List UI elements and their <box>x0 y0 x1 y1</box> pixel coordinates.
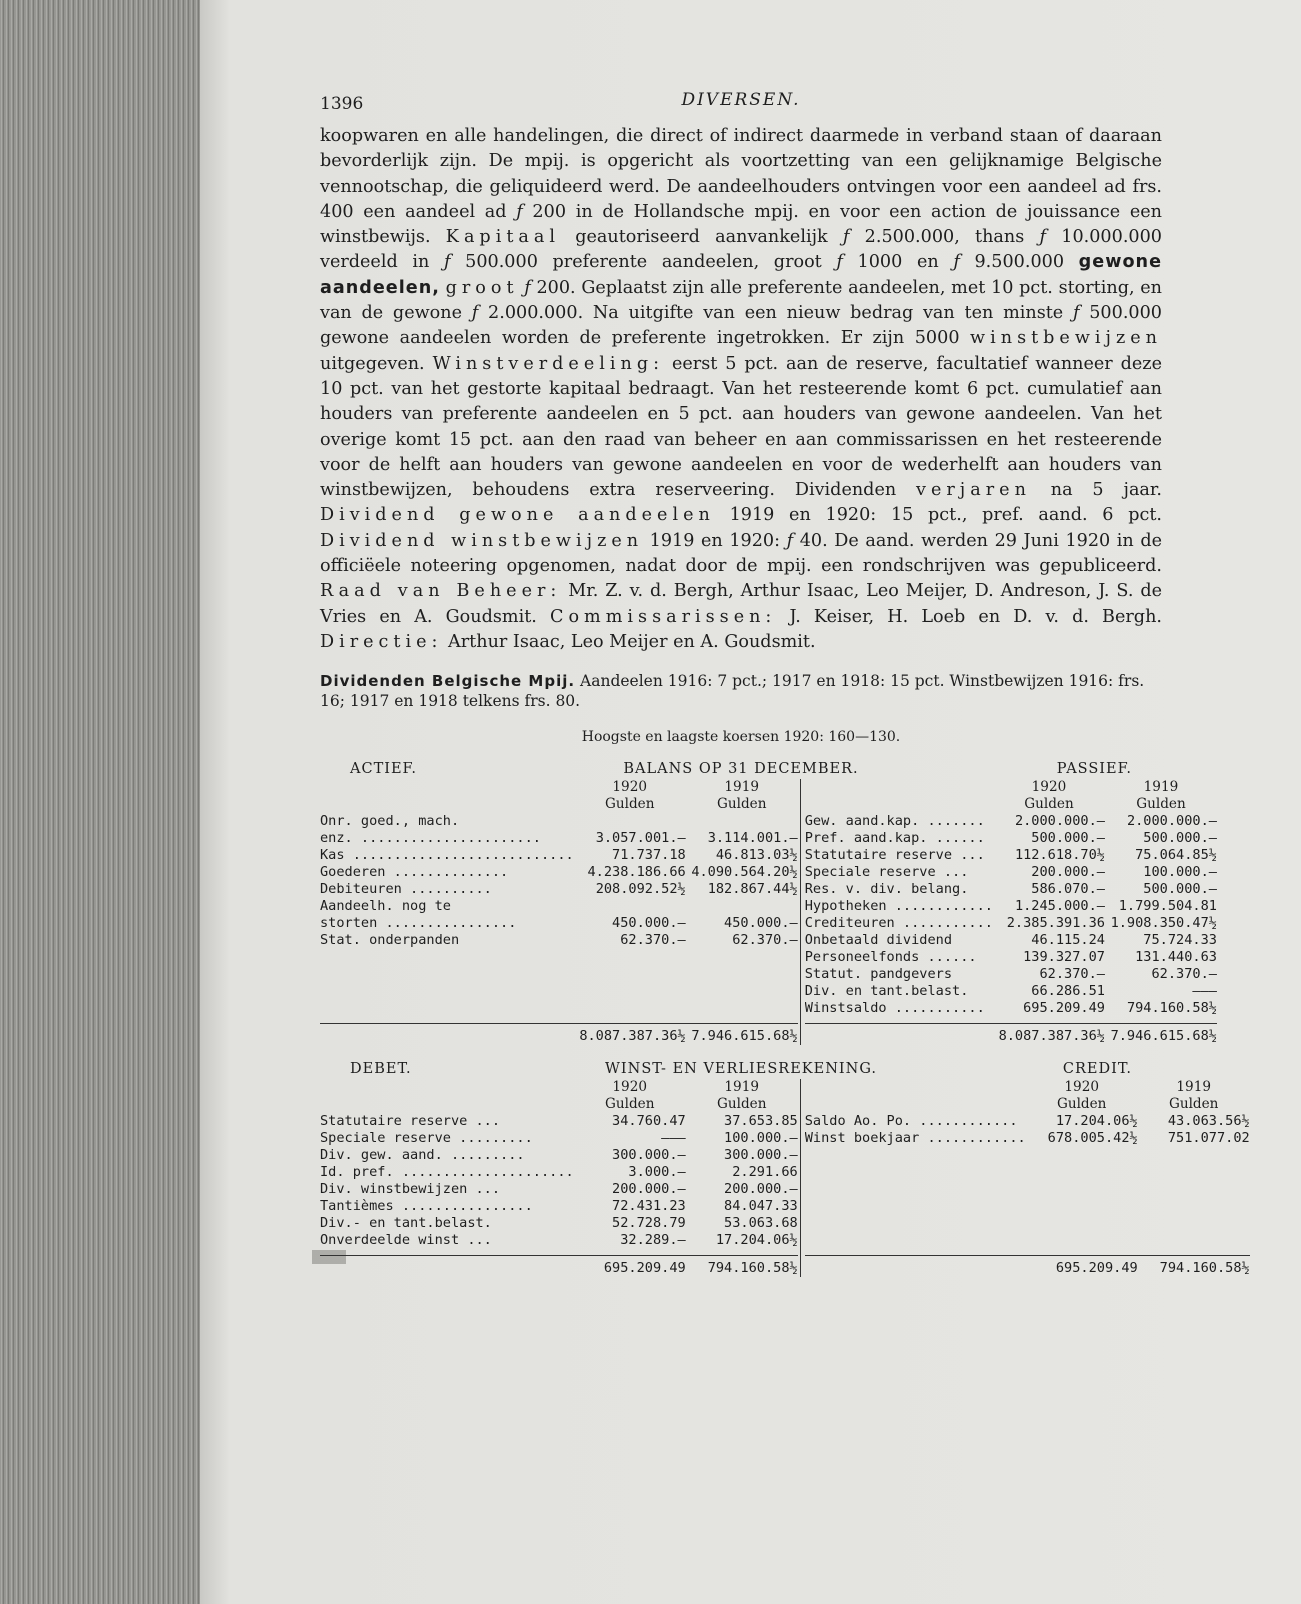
florin-sign: ƒ <box>842 227 850 248</box>
ledger-value-1920: 200.000.— <box>1031 864 1105 881</box>
ledger-value-1920: 17.204.06½ <box>1055 1113 1138 1130</box>
spaced-term: Dividend gewone aandeelen <box>320 505 715 526</box>
ledger-label: Pref. aand.kap. ...... <box>804 830 985 847</box>
unit-label: Gulden <box>1136 796 1186 813</box>
ledger-value-1920: 500.000.— <box>1031 830 1105 847</box>
spaced-term: winstbewijzen <box>970 328 1162 349</box>
ledger-label: Aandeelh. nog te <box>320 898 451 915</box>
ledger-value-1920: 52.728.79 <box>612 1215 686 1232</box>
pl-table <box>320 1079 1250 1277</box>
text-segment: koopwaren en alle handelingen, die direct of indirect daarmede in verband staan of daaraan bevorderlijk zijn. De mpij. is opgericht als voortzetting van een gelijknamige Belgische vennootschap, die geliquideerd werd. De aandeelhouders ontvingen voor een aandeel ad frs. 400 een aandeel ad <box>320 126 1162 222</box>
ledger-value-1920: 3.057.001.— <box>595 830 686 847</box>
total-row <box>805 1255 1250 1277</box>
balance-left-title: ACTIEF. <box>350 761 417 778</box>
ledger-row <box>320 847 798 864</box>
ledger-value-1920: 300.000.— <box>612 1147 686 1164</box>
ledger-label: Statutaire reserve ... <box>804 847 985 864</box>
year-1919: 1919 <box>1143 779 1179 796</box>
ledger-value-1920: 678.005.42½ <box>1047 1130 1138 1147</box>
ledger-value-1919: 17.204.06½ <box>715 1232 798 1249</box>
pl-right-title: CREDIT. <box>1062 1061 1132 1078</box>
ledger-value-1919: 3.114.001.— <box>707 830 798 847</box>
text-segment: 500.000 gewone aandeelen worden de preferente ingetrokken. Er zijn 5000 <box>320 303 1162 349</box>
text-segment: eerst 5 pct. aan de reserve, facultatief wanneer deze 10 pct. van het gestorte kapitaal bedraagt. Van het resteerende komt 6 pct. cumulatief aan houders van preferente aandeelen en 5 pct. aan houders van gewone aandeelen. Van het overige komt 15 pct. aan den raad van beheer en aan commissarissen en het resteerende voor de helft aan houders van gewone aandeelen en voor de wederhelft aan houders van winstbewijzen, behoudens extra reserveering. Dividenden <box>320 353 1162 501</box>
ledger-label: Div. en tant.belast. <box>804 983 969 1000</box>
ledger-row <box>805 983 1217 1000</box>
spacer <box>805 1096 1026 1113</box>
belgian-dividends-text: Aandeelen 1916: 7 pct.; 1917 en 1918: 15 pct. Winstbewijzen 1916: frs. 16; 1917 en 1918 telkens frs. 80. <box>320 672 1145 711</box>
florin-sign: ƒ <box>786 530 794 551</box>
balance-sheet <box>320 761 1217 1045</box>
year-header-row <box>320 779 798 796</box>
spacer <box>320 1028 574 1045</box>
left-column <box>320 779 801 1045</box>
company-description <box>320 124 1162 655</box>
text-segment: 1919 en 1920: 15 pct., pref. aand. 6 pct. <box>714 505 1162 526</box>
ledger-label: Winst boekjaar ............ <box>804 1130 1026 1147</box>
ledger-value-1919: 794.160.58½ <box>1126 1000 1217 1017</box>
ledger-value-1920: 32.289.— <box>620 1232 686 1249</box>
empty-row <box>320 983 798 1000</box>
ledger-value-1920: 4.238.186.66 <box>587 864 686 881</box>
ledger-label: Personeelfonds ...... <box>804 949 977 966</box>
unit-label: Gulden <box>1168 1096 1219 1113</box>
ledger-value-1919: 2.291.66 <box>732 1164 798 1181</box>
ledger-value-1920: 586.070.— <box>1031 881 1105 898</box>
ledger-row <box>805 898 1217 915</box>
belgian-dividends-heading: Dividenden Belgische Mpij. <box>320 672 576 691</box>
ledger-label: Goederen .............. <box>320 864 509 881</box>
year-1920: 1920 <box>1064 1079 1099 1096</box>
ledger-label: Id. pref. ..................... <box>320 1164 574 1181</box>
ledger-value-1920: 62.370.— <box>620 932 686 949</box>
ledger-value-1920: 46.115.24 <box>1031 932 1105 949</box>
florin-sign: ƒ <box>836 252 843 273</box>
ledger-row <box>320 1232 798 1249</box>
year-1919: 1919 <box>724 1079 760 1096</box>
ledger-row <box>320 1113 798 1130</box>
ledger-value-1920: 2.385.391.36 <box>1006 915 1105 932</box>
ledger-value-1919: 1.799.504.81 <box>1118 898 1217 915</box>
balance-table <box>320 779 1217 1045</box>
ledger-label: Onr. goed., mach. <box>320 813 460 830</box>
ledger-value-1920: 34.760.47 <box>612 1113 686 1130</box>
ledger-value-1920: 72.431.23 <box>612 1198 686 1215</box>
ledger-value-1919: 62.370.— <box>732 932 798 949</box>
spaced-term: verjaren <box>916 480 1031 501</box>
text-segment: 40. De aand. werden 29 Juni 1920 in de officiëele noteering opgenomen, nadat door de mpij. een rondschrijven was gepubliceerd. <box>320 530 1162 577</box>
year-1919: 1919 <box>724 779 760 796</box>
ledger-value-1919: 450.000.— <box>724 915 798 932</box>
ledger-value-1919: 200.000.— <box>724 1181 798 1198</box>
spacer <box>805 1028 993 1045</box>
total-1919: 7.946.615.68½ <box>691 1028 798 1045</box>
empty-row <box>320 966 798 983</box>
text-segment: Arthur Isaac, Leo Meijer en A. Goudsmit. <box>442 631 816 652</box>
ledger-value-1920: ——— <box>661 1130 686 1147</box>
ledger-row <box>320 898 798 915</box>
ledger-row <box>805 1113 1250 1130</box>
ledger-value-1919: 751.077.02 <box>1167 1130 1250 1147</box>
unit-label: Gulden <box>716 1096 767 1113</box>
ledger-row <box>320 1198 798 1215</box>
spaced-term: Dividend winstbewijzen <box>320 530 644 551</box>
unit-header-row <box>805 1096 1250 1113</box>
ledger-row <box>805 949 1217 966</box>
ledger-value-1920: 66.286.51 <box>1031 983 1105 1000</box>
ledger-row <box>805 1130 1250 1147</box>
ledger-row <box>320 932 798 949</box>
spacer <box>805 1260 1026 1277</box>
ledger-label: storten ................ <box>320 915 517 932</box>
text-segment: 1919 en 1920: <box>643 530 787 551</box>
text-segment: 1000 en <box>842 252 954 273</box>
total-1920: 8.087.387.36½ <box>579 1028 686 1045</box>
spacer <box>320 1096 574 1113</box>
unit-header-row <box>320 796 798 813</box>
unit-label: Gulden <box>716 796 767 813</box>
ledger-value-1919: 1.908.350.47½ <box>1110 915 1217 932</box>
ledger-value-1920: 3.000.— <box>628 1164 686 1181</box>
text-segment: 200. Geplaatst zijn alle preferente aandeelen, met 10 pct. storting, en van de gewone <box>320 277 1163 324</box>
year-1920: 1920 <box>1031 779 1067 796</box>
florin-sign: ƒ <box>524 277 531 298</box>
ledger-value-1919: 75.724.33 <box>1143 932 1217 949</box>
book-page-edges <box>0 0 200 1604</box>
profit-loss-account <box>320 1061 1250 1277</box>
ledger-value-1920: 2.000.000.— <box>1014 813 1105 830</box>
right-column <box>801 779 1217 1045</box>
total-row <box>805 1023 1217 1045</box>
florin-sign: ƒ <box>953 252 960 273</box>
unit-header-row <box>805 796 1217 813</box>
page-number: 1396 <box>320 94 364 114</box>
ledger-label: Winstsaldo ........... <box>804 1000 985 1017</box>
empty-row <box>805 1181 1250 1198</box>
ledger-value-1919: 84.047.33 <box>724 1198 798 1215</box>
ledger-value-1920: 71.737.18 <box>612 847 686 864</box>
ledger-value-1920: 139.327.07 <box>1023 949 1105 966</box>
unit-label: Gulden <box>1056 1096 1107 1113</box>
ledger-value-1919: 131.440.63 <box>1135 949 1217 966</box>
total-1919: 794.160.58½ <box>707 1260 798 1277</box>
unit-header-row <box>320 1096 798 1113</box>
total-row <box>320 1255 798 1277</box>
ledger-label: Statut. pandgevers <box>804 966 953 983</box>
empty-row <box>320 1000 798 1017</box>
spacer <box>320 1260 574 1277</box>
text-segment: J. Keiser, H. Loeb en D. v. d. Bergh. <box>776 606 1162 627</box>
ledger-label: enz. ...................... <box>320 830 541 847</box>
ledger-value-1919: 100.000.— <box>1143 864 1217 881</box>
total-1920: 8.087.387.36½ <box>998 1028 1105 1045</box>
ledger-label: Crediteuren ........... <box>804 915 993 932</box>
ledger-value-1920: 695.209.49 <box>1023 1000 1105 1017</box>
text-segment: 500.000 preferente aandeelen, groot <box>450 252 837 273</box>
ledger-label: Onverdeelde winst ... <box>320 1232 492 1249</box>
ledger-value-1919 <box>686 813 798 830</box>
empty-row <box>805 1198 1250 1215</box>
ledger-value-1919: 53.063.68 <box>724 1215 798 1232</box>
ledger-value-1919: 43.063.56½ <box>1167 1113 1250 1130</box>
ledger-label: Saldo Ao. Po. ............ <box>804 1113 1018 1130</box>
spaced-term: Directie: <box>320 631 443 652</box>
spacer <box>805 1079 1026 1096</box>
ledger-row <box>805 966 1217 983</box>
total-1920: 695.209.49 <box>1055 1260 1138 1277</box>
ledger-value-1920: 1.245.000.— <box>1014 898 1105 915</box>
ledger-label: Div. winstbewijzen ... <box>320 1181 501 1198</box>
ledger-row <box>320 813 798 830</box>
ledger-value-1919: 46.813.03½ <box>715 847 798 864</box>
spaced-term: Raad van Beheer: <box>320 581 562 602</box>
text-segment: 2.500.000, thans <box>849 227 1040 248</box>
page-header <box>320 90 1162 124</box>
ledger-value-1919: 4.090.564.20½ <box>691 864 798 881</box>
ledger-value-1920: 62.370.— <box>1039 966 1105 983</box>
ledger-label: Tantièmes ................ <box>320 1198 533 1215</box>
pl-center-title: WINST- EN VERLIESREKENING. <box>605 1061 877 1078</box>
empty-row <box>805 1232 1250 1249</box>
ledger-row <box>320 830 798 847</box>
spaced-term: Commissarissen: <box>550 606 777 627</box>
total-row <box>320 1023 798 1045</box>
spacer <box>320 796 574 813</box>
total-1919: 794.160.58½ <box>1159 1260 1250 1277</box>
ledger-value-1919: 100.000.— <box>724 1130 798 1147</box>
ledger-row <box>320 1181 798 1198</box>
ledger-value-1920 <box>574 898 686 915</box>
year-1920: 1920 <box>612 779 648 796</box>
ledger-value-1919 <box>686 898 798 915</box>
ledger-value-1919: 37.653.85 <box>724 1113 798 1130</box>
unit-label: Gulden <box>1024 796 1074 813</box>
text-segment: 9.500.000 <box>959 252 1079 273</box>
spaced-term: Kapitaal <box>445 227 560 248</box>
florin-sign: ƒ <box>443 252 451 273</box>
ledger-label: Div. gew. aand. ......... <box>320 1147 525 1164</box>
text-segment: na 5 jaar. <box>1030 480 1162 501</box>
ledger-label: Speciale reserve ......... <box>320 1130 533 1147</box>
text-segment: geautoriseerd aanvankelijk <box>560 227 843 248</box>
ledger-row <box>805 1000 1217 1017</box>
spacer <box>320 779 574 796</box>
florin-sign: ƒ <box>1072 303 1080 324</box>
ledger-value-1920: 112.618.70½ <box>1014 847 1105 864</box>
ledger-row <box>805 847 1217 864</box>
spacer <box>320 1079 574 1096</box>
text-segment: uitgegeven. <box>320 353 433 374</box>
florin-sign: ƒ <box>471 303 479 324</box>
spacer <box>805 796 993 813</box>
ledger-row <box>805 864 1217 881</box>
running-title: DIVERSEN. <box>681 90 801 110</box>
year-header-row <box>805 1079 1250 1096</box>
ledger-label: Res. v. div. belang. <box>804 881 969 898</box>
text-segment: 10.000.000 verdeeld in <box>320 227 1162 273</box>
ledger-value-1920: 200.000.— <box>612 1181 686 1198</box>
text-segment: 2.000.000. Na uitgifte van een nieuw bedrag van ten minste <box>478 303 1073 324</box>
pl-left-title: DEBET. <box>350 1061 412 1078</box>
unit-label: Gulden <box>604 796 655 813</box>
ledger-value-1919: 75.064.85½ <box>1135 847 1217 864</box>
spaced-term: Winstverdeeling: <box>432 353 665 374</box>
ledger-row <box>320 915 798 932</box>
left-column <box>320 1079 801 1277</box>
ledger-row <box>320 1164 798 1181</box>
price-range: Hoogste en laagste koersen 1920: 160—130. <box>581 729 901 746</box>
empty-row <box>805 1215 1250 1232</box>
ledger-row <box>320 881 798 898</box>
total-1920: 695.209.49 <box>603 1260 686 1277</box>
ledger-row <box>320 864 798 881</box>
year-1920: 1920 <box>612 1079 648 1096</box>
spaced-term: groot <box>445 277 519 298</box>
text-segment: 200 in de Hollandsche mpij. en voor een action de jouissance een winstbewijs. <box>320 201 1162 248</box>
ledger-value-1920: 208.092.52½ <box>595 881 686 898</box>
ledger-label: Onbetaald dividend <box>804 932 953 949</box>
spacer <box>805 779 993 796</box>
ledger-row <box>320 1215 798 1232</box>
right-column <box>801 1079 1250 1277</box>
ledger-label: Debiteuren .......... <box>320 881 492 898</box>
pl-title-row <box>320 1061 1162 1079</box>
ledger-value-1919: 500.000.— <box>1143 830 1217 847</box>
ledger-label: Hypotheken ............ <box>804 898 993 915</box>
balance-title-row <box>320 761 1162 779</box>
page-content <box>320 90 1250 1277</box>
unit-label: Gulden <box>604 1096 655 1113</box>
empty-row <box>320 949 798 966</box>
ledger-row <box>805 813 1217 830</box>
total-1919: 7.946.615.68½ <box>1110 1028 1217 1045</box>
belgian-dividends <box>320 671 1162 711</box>
ledger-value-1920 <box>574 813 686 830</box>
ledger-row <box>320 1147 798 1164</box>
ledger-value-1919: ——— <box>1192 983 1217 1000</box>
ledger-row <box>805 830 1217 847</box>
year-header-row <box>320 1079 798 1096</box>
ledger-value-1920: 450.000.— <box>612 915 686 932</box>
year-header-row <box>805 779 1217 796</box>
balance-center-title: BALANS OP 31 DECEMBER. <box>623 761 859 778</box>
ledger-row <box>805 932 1217 949</box>
ledger-row <box>320 1130 798 1147</box>
ledger-label: Div.- en tant.belast. <box>320 1215 492 1232</box>
ledger-label: Stat. onderpanden <box>320 932 460 949</box>
ledger-value-1919: 62.370.— <box>1151 966 1217 983</box>
ledger-row <box>805 915 1217 932</box>
ledger-label: Gew. aand.kap. ....... <box>804 813 985 830</box>
bold-term: gewone aandeelen, <box>320 252 1162 298</box>
ledger-label: Speciale reserve ... <box>804 864 969 881</box>
ledger-value-1919: 2.000.000.— <box>1126 813 1217 830</box>
florin-sign: ƒ <box>1039 227 1047 248</box>
empty-row <box>805 1147 1250 1164</box>
ledger-row <box>805 881 1217 898</box>
ledger-value-1919: 182.867.44½ <box>707 881 798 898</box>
empty-row <box>805 1164 1250 1181</box>
ledger-value-1919: 300.000.— <box>724 1147 798 1164</box>
year-1919: 1919 <box>1176 1079 1211 1096</box>
balance-right-title: PASSIEF. <box>1056 761 1132 778</box>
text-segment: Mr. Z. v. d. Bergh, Arthur Isaac, Leo Meijer, D. Andreson, J. S. de Vries en A. Goudsmit. <box>320 581 1163 627</box>
ledger-value-1919: 500.000.— <box>1143 881 1217 898</box>
ledger-label: Kas ........................... <box>320 847 574 864</box>
ledger-label: Statutaire reserve ... <box>320 1113 501 1130</box>
florin-sign: ƒ <box>516 201 523 222</box>
